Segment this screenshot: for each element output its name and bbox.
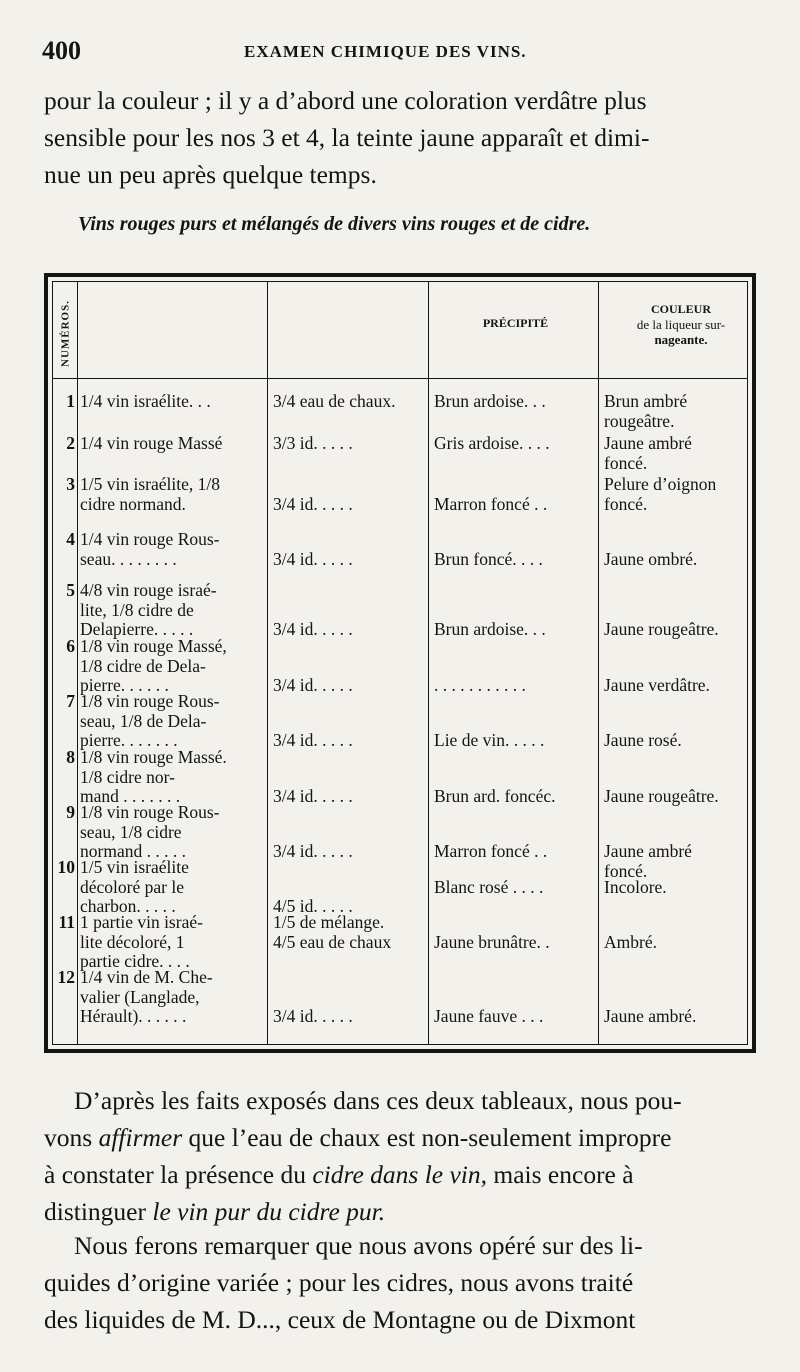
cell-line: [434, 712, 599, 732]
table-cell-num: 11: [58, 912, 75, 932]
table-cell-mix: [80, 692, 265, 751]
table-cell-num: 7: [66, 691, 75, 711]
cell-line: valier (Langlade,: [80, 986, 200, 1007]
cell-line: 3/4 id. . . . .: [273, 841, 353, 861]
table-cell-prec: [434, 803, 599, 862]
table-cell-mix: [80, 637, 265, 696]
cell-line: [604, 803, 754, 823]
cell-line: Jaune rougeâtre.: [604, 619, 719, 639]
cell-line: 3/4 id. . . . .: [273, 493, 353, 514]
table-cell-chaux: [273, 392, 423, 412]
table-cell-prec: [434, 692, 599, 751]
cell-line: [273, 748, 423, 768]
cell-line: lite décoloré, 1: [80, 931, 185, 952]
table-cell-num: 5: [66, 580, 75, 600]
table-cell-col: [604, 748, 754, 807]
cell-line: 1/8 vin rouge Rous-: [80, 802, 220, 822]
header-couleur-line: nageante.: [654, 332, 708, 347]
cell-line: 3/4 eau de chaux.: [273, 391, 396, 411]
cell-line: [273, 601, 423, 621]
text-run: D’après les faits exposés dans ces deux tableaux, nous pou-: [74, 1086, 682, 1115]
cell-line: Jaune brunâtre. .: [434, 931, 550, 952]
text-line: quides d’origine variée ; pour les cidres, nous avons traité: [44, 1268, 634, 1297]
table-cell-col: [604, 637, 754, 696]
cell-line: [434, 968, 599, 988]
text-line: [44, 1193, 764, 1230]
table-cell-col: [604, 858, 754, 897]
cell-line: seau, 1/8 cidre: [80, 821, 182, 842]
cell-line: [273, 968, 423, 988]
table-cell-chaux: [273, 475, 423, 514]
table-cell-prec: [434, 748, 599, 807]
cell-line: Delapierre. . . . .: [80, 619, 194, 639]
text-line: nue un peu après quelque temps.: [44, 160, 377, 189]
table-cell-col: [604, 581, 754, 640]
cell-line: [604, 968, 754, 988]
cell-line: 1/8 cidre de Dela-: [80, 655, 206, 676]
text-run: mais encore à: [487, 1160, 634, 1189]
text-run: à constater la présence du: [44, 1160, 313, 1189]
cell-line: Pelure d’oignon: [604, 474, 717, 494]
table-cell-mix: [80, 968, 265, 1027]
cell-line: 1/4 vin rouge Massé: [80, 433, 223, 453]
cell-line: Jaune fauve . . .: [434, 1006, 544, 1026]
table-cell-col: [604, 692, 754, 751]
table-cell-chaux: [273, 434, 423, 454]
table-cell-prec: [434, 530, 599, 569]
cell-line: 3/4 id. . . . .: [273, 619, 353, 639]
header-couleur-line: de la liqueur sur-: [636, 317, 726, 332]
cell-line: 1/8 vin rouge Massé.: [80, 747, 227, 767]
table-cell-mix: [80, 913, 265, 972]
table-cell-num: 9: [66, 802, 75, 822]
cell-line: 3/4 id. . . . .: [273, 730, 353, 750]
table-cell-chaux: [273, 858, 423, 917]
cell-line: Brun ardoise. . .: [434, 619, 546, 639]
remark-paragraph: [44, 1227, 764, 1338]
cell-line: [434, 913, 599, 933]
table-cell-prec: [434, 968, 599, 1027]
cell-line: Jaune ambré: [604, 841, 692, 861]
text-line: Nous ferons remarquer que nous avons opéré sur des li-: [74, 1231, 643, 1260]
cell-line: [273, 475, 423, 495]
cell-line: Brun ambré: [604, 391, 688, 411]
cell-line: [434, 803, 599, 823]
cell-line: Jaune ombré.: [604, 548, 698, 569]
cell-line: 3/3 id. . . . .: [273, 433, 353, 453]
cell-line: [273, 712, 423, 732]
cell-line: pierre. . . . . .: [80, 675, 169, 695]
cell-line: foncé.: [604, 452, 648, 473]
table-cell-chaux: [273, 637, 423, 696]
cell-line: Marron foncé . .: [434, 493, 548, 514]
cell-line: [434, 637, 599, 657]
text-line: pour la couleur ; il y a d’abord une coloration verdâtre plus: [44, 86, 647, 115]
table-cell-col: [604, 968, 754, 1027]
cell-line: Marron foncé . .: [434, 841, 548, 861]
cell-line: Ambré.: [604, 931, 657, 952]
cell-line: 1/5 de mélange.: [273, 912, 385, 932]
cell-line: seau, 1/8 de Dela-: [80, 710, 207, 731]
header-couleur-line: COULEUR: [650, 302, 711, 316]
cell-line: [273, 530, 423, 550]
table-cell-prec: [434, 581, 599, 640]
cell-line: [604, 913, 754, 933]
emphasis: cidre dans le vin,: [312, 1160, 488, 1189]
table-cell-mix: [80, 803, 265, 862]
cell-line: [434, 748, 599, 768]
conclusion-paragraph: [44, 1082, 764, 1230]
emphasis: affirmer: [98, 1123, 183, 1152]
cell-line: [273, 768, 423, 788]
cell-line: [273, 657, 423, 677]
table-cell-mix: [80, 581, 265, 640]
cell-line: Jaune rougeâtre.: [604, 786, 719, 806]
table-cell-num: 3: [66, 474, 75, 494]
cell-line: [273, 803, 423, 823]
cell-line: [604, 748, 754, 768]
cell-line: 1/4 vin de M. Che-: [80, 967, 213, 987]
cell-line: [604, 692, 754, 712]
table-cell-mix: [80, 434, 265, 454]
text-line: [44, 1156, 764, 1193]
cell-line: [434, 823, 599, 843]
cell-line: [604, 530, 754, 550]
cell-line: 4/8 vin rouge israé-: [80, 580, 217, 600]
cell-line: Brun foncé. . . .: [434, 548, 543, 569]
cell-line: mand . . . . . . .: [80, 786, 181, 806]
text-run: que l’eau de chaux est non-seulement impropre: [182, 1123, 672, 1152]
cell-line: [604, 858, 754, 878]
cell-line: [273, 637, 423, 657]
table-cell-num: 10: [57, 857, 75, 877]
cell-line: 1/4 vin rouge Rous-: [80, 529, 220, 549]
table-cell-num: 1: [66, 391, 75, 411]
cell-line: foncé.: [604, 493, 648, 514]
text-line: [44, 1119, 764, 1156]
table-cell-mix: [80, 475, 265, 514]
table-cell-col: [604, 434, 754, 473]
cell-line: [604, 823, 754, 843]
table-cell-prec: [434, 475, 599, 514]
table-cell-chaux: [273, 803, 423, 862]
cell-line: [273, 581, 423, 601]
results-table: [44, 273, 756, 1053]
cell-line: normand . . . . .: [80, 841, 186, 861]
table-cell-col: [604, 475, 754, 514]
cell-line: [434, 581, 599, 601]
table-cell-num: 12: [57, 967, 75, 987]
cell-line: [434, 768, 599, 788]
column-divider: [267, 282, 268, 1044]
cell-line: [434, 601, 599, 621]
text-line: des liquides de M. D..., ceux de Montagne ou de Dixmont: [44, 1305, 636, 1334]
cell-line: 1/4 vin israélite. . .: [80, 391, 211, 411]
page-header: [42, 36, 770, 70]
header-precipite: PRÉCIPITÉ: [482, 316, 549, 330]
table-cell-chaux: [273, 530, 423, 569]
cell-line: lite, 1/8 cidre de: [80, 599, 194, 620]
text-run: vons: [44, 1123, 99, 1152]
cell-line: [434, 692, 599, 712]
cell-line: [273, 823, 423, 843]
column-divider: [77, 282, 78, 1044]
cell-line: [604, 601, 754, 621]
cell-line: [434, 530, 599, 550]
cell-line: [604, 712, 754, 732]
cell-line: [434, 988, 599, 1008]
cell-line: [434, 475, 599, 495]
table-cell-num: 2: [66, 433, 75, 453]
cell-line: [604, 657, 754, 677]
cell-line: 1/5 vin israélite, 1/8: [80, 474, 220, 494]
table-cell-prec: [434, 858, 599, 897]
cell-line: [604, 581, 754, 601]
cell-line: décoloré par le: [80, 876, 184, 897]
cell-line: Incolore.: [604, 876, 667, 897]
cell-line: . . . . . . . . . . .: [434, 675, 526, 695]
table-frame: [52, 281, 748, 1045]
header-rule: [53, 378, 747, 379]
table-cell-num: 8: [66, 747, 75, 767]
cell-line: [434, 657, 599, 677]
cell-line: [273, 692, 423, 712]
table-cell-col: [604, 913, 754, 952]
running-head: EXAMEN CHIMIQUE DES VINS.: [244, 42, 527, 61]
cell-line: charbon. . . . .: [80, 896, 176, 916]
table-cell-chaux: [273, 748, 423, 807]
cell-line: Brun ardoise. . .: [434, 391, 546, 411]
table-cell-mix: [80, 858, 265, 917]
cell-line: partie cidre. . . .: [80, 951, 190, 971]
cell-line: [434, 858, 599, 878]
table-cell-mix: [80, 392, 265, 412]
cell-line: foncé.: [604, 860, 648, 881]
cell-line: pierre. . . . . . .: [80, 730, 178, 750]
cell-line: Gris ardoise. . . .: [434, 433, 550, 453]
cell-line: Brun ard. foncéc.: [434, 786, 556, 806]
cell-line: cidre normand.: [80, 493, 186, 514]
table-cell-chaux: [273, 913, 423, 952]
header-numeros: NUMÉROS.: [59, 300, 72, 367]
table-cell-prec: [434, 913, 599, 952]
table-caption: Vins rouges purs et mélangés de divers vins rouges et de cidre.: [78, 213, 591, 235]
intro-paragraph: [44, 82, 764, 193]
table-cell-chaux: [273, 692, 423, 751]
table-cell-chaux: [273, 581, 423, 640]
cell-line: 3/4 id. . . . .: [273, 1006, 353, 1026]
cell-line: 1 partie vin israé-: [80, 912, 203, 932]
table-cell-mix: [80, 748, 265, 807]
header-couleur: [601, 302, 761, 347]
cell-line: 3/4 id. . . . .: [273, 548, 353, 569]
table-cell-col: [604, 392, 754, 431]
cell-line: 3/4 id. . . . .: [273, 675, 353, 695]
cell-line: rougeâtre.: [604, 410, 675, 431]
cell-line: [273, 988, 423, 1008]
cell-line: seau. . . . . . . .: [80, 548, 177, 569]
cell-line: [604, 988, 754, 1008]
cell-line: 4/5 id. . . . .: [273, 896, 353, 916]
cell-line: Blanc rosé . . . .: [434, 876, 544, 897]
page-number: 400: [42, 36, 81, 65]
cell-line: [604, 637, 754, 657]
text-run: distinguer: [44, 1197, 153, 1226]
table-cell-num: 6: [66, 636, 75, 656]
cell-line: 1/5 vin israélite: [80, 857, 189, 877]
text-line: sensible pour les nos 3 et 4, la teinte jaune apparaît et dimi-: [44, 123, 650, 152]
table-cell-prec: [434, 392, 599, 412]
cell-line: 4/5 eau de chaux: [273, 931, 392, 952]
cell-line: 1/8 vin rouge Rous-: [80, 691, 220, 711]
cell-line: Hérault). . . . . .: [80, 1006, 187, 1026]
cell-line: Jaune rosé.: [604, 730, 682, 750]
cell-line: 1/8 cidre nor-: [80, 766, 175, 787]
table-cell-num: 4: [66, 529, 75, 549]
cell-line: [604, 768, 754, 788]
table-cell-col: [604, 530, 754, 569]
cell-line: Jaune ambré.: [604, 1006, 697, 1026]
emphasis: le vin pur du cidre pur.: [152, 1197, 386, 1226]
table-cell-mix: [80, 530, 265, 569]
cell-line: [273, 858, 423, 878]
column-divider: [428, 282, 429, 1044]
cell-line: Jaune verdâtre.: [604, 675, 710, 695]
table-cell-prec: [434, 434, 599, 454]
table-cell-chaux: [273, 968, 423, 1027]
text-line: [44, 1082, 764, 1119]
cell-line: [273, 878, 423, 898]
cell-line: 3/4 id. . . . .: [273, 786, 353, 806]
cell-line: Jaune ambré: [604, 433, 692, 453]
cell-line: 1/8 vin rouge Massé,: [80, 636, 227, 656]
cell-line: Lie de vin. . . . .: [434, 730, 545, 750]
table-cell-prec: [434, 637, 599, 696]
